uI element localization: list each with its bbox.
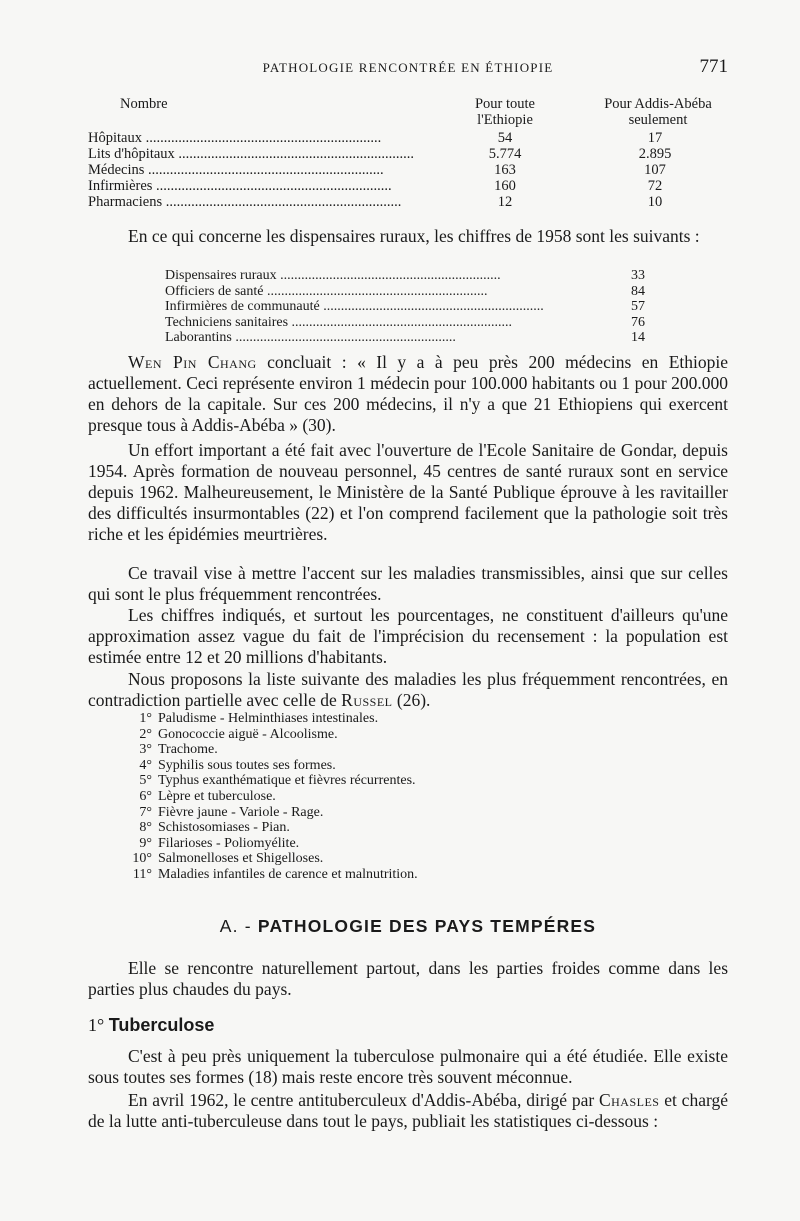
paragraph-tuberculose-pulmonaire: C'est à peu près uniquement la tuberculose pulmonaire qui a été étudiée. Elle existe sous toutes ses formes (18) mais reste encore très souvent méconnue. xyxy=(88,1046,728,1087)
row-label: Lits d'hôpitaux ................................................................. xyxy=(88,146,415,162)
row-label: Dispensaires ruraux ............................................................... xyxy=(165,268,501,283)
list-item: 1° Paludisme - Helminthiases intestinales. xyxy=(139,711,379,726)
row-value: 33 xyxy=(631,268,645,283)
list-item: 8° Schistosomiases - Pian. xyxy=(139,820,290,836)
author-name: Chasles xyxy=(598,1090,660,1110)
table-header xyxy=(88,96,728,130)
row-label: Laborantins ............................................................... xyxy=(165,330,456,345)
list-item: 4° Syphilis sous toutes ses formes. xyxy=(139,757,336,773)
row-label: Infirmières de communauté ............................................................... xyxy=(165,299,544,314)
table-row xyxy=(88,146,728,162)
row-label: Hôpitaux ................................................................. xyxy=(88,130,382,146)
row-label: Pharmaciens ................................................................. xyxy=(88,194,402,210)
value-addis: 10 xyxy=(647,194,663,210)
value-addis: 107 xyxy=(644,162,666,178)
row-value: 84 xyxy=(631,283,645,299)
table-row xyxy=(165,284,645,300)
table-row xyxy=(165,299,645,315)
section-title: PATHOLOGIE DES PAYS TEMPÉRES xyxy=(257,916,597,936)
paragraph-wen-pin-chang: Wen Pin Chang concluait : « Il y a à peu près 200 médecins en Ethiopie actuellement. Ceci représente environ 1 médecin pour 100.000 habitants ou 1 pour 200.000 en dehors de la capitale. Sur ces 200 médecins, il n'y a que 21 Ethiopiens qui exercent presque tous à Addis-Abéba » (30). xyxy=(88,352,728,435)
author-name: Wen Pin Chang xyxy=(128,352,257,372)
running-header xyxy=(88,58,728,80)
paragraph-chiffres: Les chiffres indiqués, et surtout les pourcentages, ne constituent d'ailleurs qu'une approximation assez vague du fait de l'imprécision du recensement : la population est estimée entre 12 et 20 millions d'habitants. xyxy=(88,605,728,667)
value-ethiopie: 163 xyxy=(494,162,516,178)
rural-dispensaries-table xyxy=(165,268,645,346)
row-value: 14 xyxy=(631,330,645,345)
list-item: 5° Typhus exanthématique et fièvres récurrentes. xyxy=(139,773,416,789)
row-label: Médecins ................................................................. xyxy=(88,162,384,178)
paragraph-elle-se-rencontre: Elle se rencontre naturellement partout, dans les parties froides comme dans les parties plus chaudes du pays. xyxy=(88,958,728,999)
paragraph-dispensaires: En ce qui concerne les dispensaires ruraux, les chiffres de 1958 sont les suivants : xyxy=(128,226,700,246)
table-row xyxy=(88,162,728,178)
paragraph-liste: Nous proposons la liste suivante des maladies les plus fréquemment rencontrées, en contradiction partielle avec celle de Russel (26). xyxy=(88,669,728,710)
row-value: 76 xyxy=(631,314,645,330)
author-name: Russel xyxy=(341,690,393,710)
list-item: 3° Trachome. xyxy=(139,742,218,758)
column-header-nombre: Nombre xyxy=(120,96,168,112)
page-number: 771 xyxy=(699,56,728,77)
value-addis: 2.895 xyxy=(638,146,672,162)
value-addis: 17 xyxy=(647,130,663,146)
value-ethiopie: 12 xyxy=(497,194,513,210)
table-row xyxy=(165,268,645,284)
row-label: Infirmières ................................................................. xyxy=(88,178,392,194)
disease-list xyxy=(118,711,718,883)
subheading-number: 1° xyxy=(88,1015,105,1035)
health-resources-table xyxy=(88,96,728,210)
subheading-tuberculose xyxy=(88,1015,214,1036)
table-row xyxy=(88,194,728,210)
list-item: 10° Salmonelloses et Shigelloses. xyxy=(132,851,324,867)
value-ethiopie: 54 xyxy=(497,130,513,146)
list-item: 9° Filarioses - Poliomyélite. xyxy=(139,835,300,851)
row-value: 57 xyxy=(631,299,645,314)
table-row xyxy=(88,178,728,194)
paragraph-travail: Ce travail vise à mettre l'accent sur les maladies transmissibles, ainsi que sur celles qui sont le plus fréquemment rencontrées. xyxy=(88,563,728,604)
table-row xyxy=(165,330,645,346)
value-ethiopie: 160 xyxy=(494,178,516,194)
list-item: 6° Lèpre et tuberculose. xyxy=(139,788,276,804)
column-header-addis-abeba: Pour Addis-Abéba seulement xyxy=(604,96,712,128)
column-header-ethiopie: Pour toute l'Ethiopie xyxy=(474,96,535,128)
value-addis: 72 xyxy=(647,178,663,194)
row-label: Techniciens sanitaires ............................................................... xyxy=(165,314,513,330)
row-label: Officiers de santé ............................................................... xyxy=(165,283,488,299)
table-row xyxy=(165,315,645,331)
list-item: 11° Maladies infantiles de carence et malnutrition. xyxy=(132,866,418,882)
running-title: PATHOLOGIE RENCONTRÉE EN ÉTHIOPIE xyxy=(262,60,554,75)
section-heading xyxy=(88,916,728,937)
table-row xyxy=(88,130,728,146)
list-item: 2° Gonococcie aiguë - Alcoolisme. xyxy=(139,726,338,742)
paragraph-avril-1962: En avril 1962, le centre antituberculeux d'Addis-Abéba, dirigé par Chasles et chargé de la lutte anti-tuberculeuse dans tout le pays, publiait les statistiques ci-dessous : xyxy=(88,1090,728,1131)
list-item: 7° Fièvre jaune - Variole - Rage. xyxy=(139,804,324,820)
paragraph-ecole-sanitaire: Un effort important a été fait avec l'ouverture de l'Ecole Sanitaire de Gondar, depuis 1954. Après formation de nouveau personnel, 45 centres de santé ruraux sont en service depuis 1962. Malheureusement, le Ministère de la Santé Publique éprouve à les ravitailler des difficultés insurmontables (22) et l'on comprend facilement que la pathologie soit très riche et les épidémies meurtrières. xyxy=(88,440,728,544)
subheading-title: Tuberculose xyxy=(108,1015,215,1035)
value-ethiopie: 5.774 xyxy=(488,146,522,162)
section-prefix: A. - xyxy=(219,916,252,936)
